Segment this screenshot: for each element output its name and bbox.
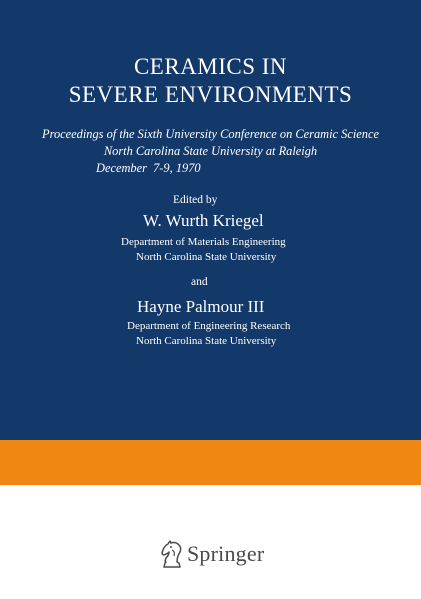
proceedings-line-2: North Carolina State University at Raleigh	[103, 144, 318, 158]
springer-logo	[160, 534, 264, 574]
proceedings-date: December 7-9, 1970	[96, 161, 201, 175]
title-line-1: CERAMICS IN	[133, 54, 288, 79]
editor-1-name: W. Wurth Kriegel	[143, 211, 264, 230]
proceedings-line-1: Proceedings of the Sixth University Conference on Ceramic Science	[42, 127, 379, 141]
editor-2-university: North Carolina State University	[136, 335, 277, 347]
orange-band	[0, 440, 421, 485]
editor-2-department: Department of Engineering Research	[127, 320, 291, 332]
publisher-name: Springer	[187, 541, 265, 566]
editor-2-name: Hayne Palmour III	[137, 297, 265, 316]
edited-by-label: Edited by	[173, 194, 218, 206]
chess-knight-icon	[160, 539, 184, 569]
editor-1-department: Department of Materials Engineering	[121, 236, 286, 248]
title-line-2: SEVERE ENVIRONMENTS	[68, 82, 353, 107]
editor-1-university: North Carolina State University	[136, 251, 277, 263]
and-label: and	[191, 276, 208, 288]
